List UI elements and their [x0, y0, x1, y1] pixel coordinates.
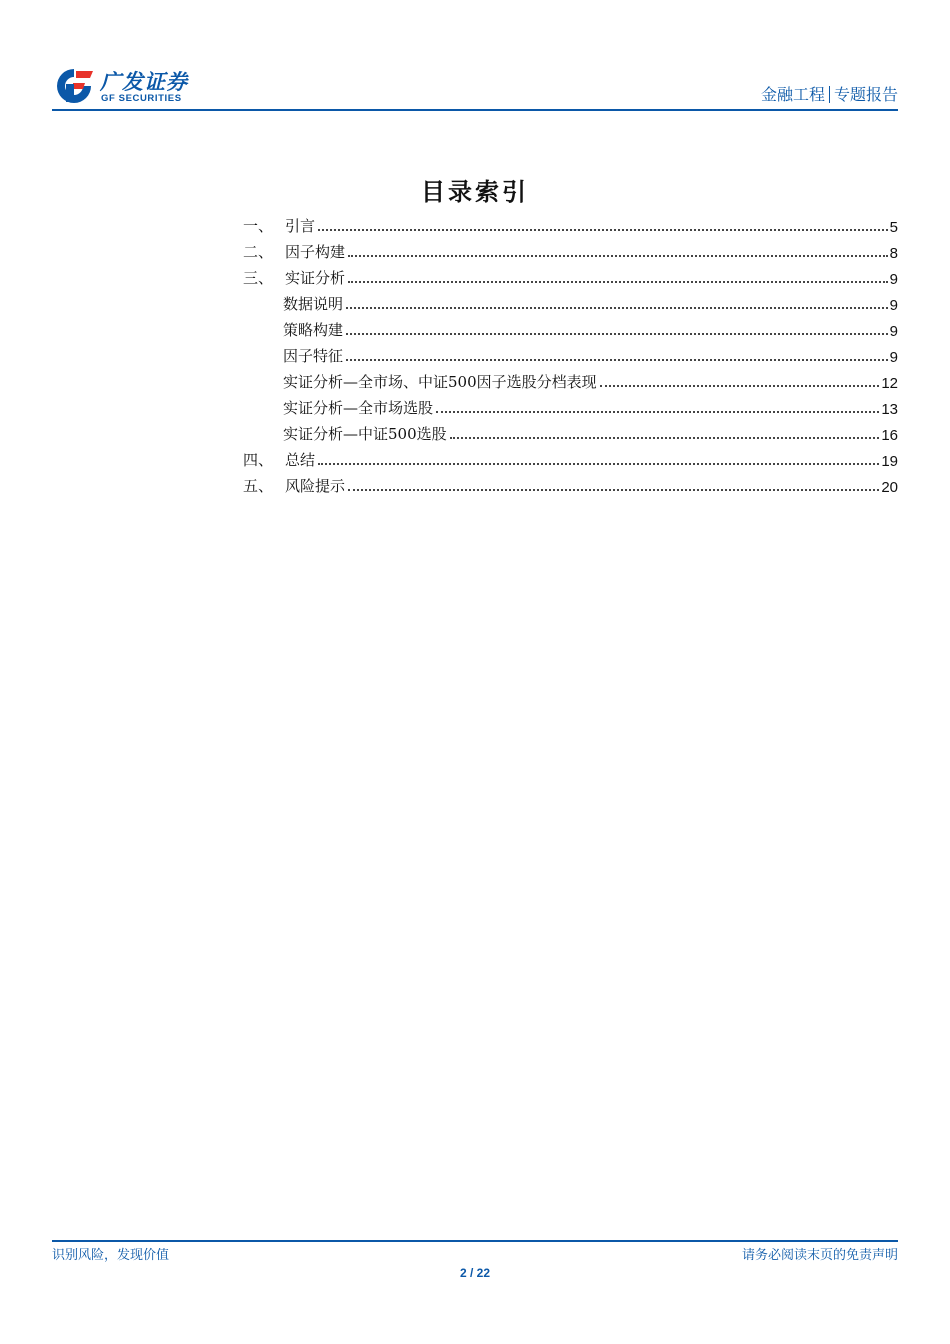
toc-entry-page: 9 — [889, 271, 898, 288]
toc-subentry[interactable] — [243, 396, 898, 418]
toc-entry-page: 9 — [889, 349, 898, 366]
toc-leader-dots — [436, 411, 879, 413]
toc-entry-page: 5 — [889, 219, 898, 236]
toc-entry-number: 二、 — [243, 243, 274, 261]
report-category — [761, 82, 898, 105]
toc-entry-number: 四、 — [243, 451, 274, 469]
toc-entry-label: 实证分析—全市场、中证500因子选股分档表现 — [283, 373, 597, 391]
footer-disclaimer-note: 请务必阅读末页的免责声明 — [741, 1248, 898, 1263]
toc-title: 目录索引 — [421, 177, 529, 206]
toc-entry-number: 三、 — [243, 269, 274, 287]
category-label: 金融工程 — [760, 85, 825, 104]
toc-entry-page: 16 — [881, 427, 898, 444]
toc-subentry[interactable] — [243, 344, 898, 366]
header-divider — [829, 86, 830, 103]
report-type-label: 专题报告 — [833, 85, 898, 104]
toc-entry-label: 策略构建 — [283, 321, 344, 339]
gf-logo-icon — [52, 66, 96, 106]
toc-entry-label: 实证分析 — [285, 269, 346, 287]
toc-entry-page: 20 — [881, 479, 898, 496]
toc-entry-page: 9 — [889, 323, 898, 340]
toc-leader-dots — [346, 359, 888, 361]
toc-entry[interactable] — [243, 448, 898, 470]
toc-entry-label: 因子特征 — [283, 347, 344, 365]
toc-leader-dots — [348, 489, 879, 491]
toc-entry-label: 总结 — [285, 451, 316, 469]
toc-entry-page: 8 — [889, 245, 898, 262]
toc-entry-page: 13 — [881, 401, 898, 418]
toc-leader-dots — [318, 229, 888, 231]
toc-subentry[interactable] — [243, 422, 898, 444]
toc-subentry[interactable] — [243, 370, 898, 392]
toc-entry-number: 一、 — [243, 217, 274, 235]
toc-entry-label: 因子构建 — [285, 243, 346, 261]
toc-entry-label: 实证分析—全市场选股 — [283, 399, 434, 417]
toc-leader-dots — [348, 281, 888, 283]
toc-leader-dots — [318, 463, 879, 465]
gf-securities-logo — [52, 62, 212, 108]
logo-chinese-text: 广发证券 — [100, 70, 188, 94]
toc-entry-label: 数据说明 — [283, 295, 344, 313]
toc-leader-dots — [346, 307, 888, 309]
page-header — [52, 62, 898, 110]
toc-entry[interactable] — [243, 214, 898, 236]
toc-leader-dots — [346, 333, 888, 335]
toc-entry[interactable] — [243, 266, 898, 288]
footer-rule — [52, 1240, 898, 1242]
toc-entry[interactable] — [243, 474, 898, 496]
footer-slogan: 识别风险，发现价值 — [52, 1248, 170, 1263]
toc-entry-page: 19 — [881, 453, 898, 470]
logo-english-text: GF SECURITIES — [101, 93, 182, 104]
toc-entry-label: 风险提示 — [285, 477, 346, 495]
toc-entry[interactable] — [243, 240, 898, 262]
toc-subentry[interactable] — [243, 318, 898, 340]
page-number: 2 / 22 — [459, 1266, 491, 1280]
toc-leader-dots — [348, 255, 888, 257]
toc-entry-label: 引言 — [285, 217, 316, 235]
header-rule — [52, 109, 898, 111]
toc-subentry[interactable] — [243, 292, 898, 314]
toc-entry-number: 五、 — [243, 477, 274, 495]
toc-leader-dots — [600, 385, 880, 387]
toc-entry-page: 12 — [881, 375, 898, 392]
toc-entry-page: 9 — [889, 297, 898, 314]
toc-leader-dots — [450, 437, 880, 439]
toc-entry-label: 实证分析—中证500选股 — [283, 425, 447, 443]
